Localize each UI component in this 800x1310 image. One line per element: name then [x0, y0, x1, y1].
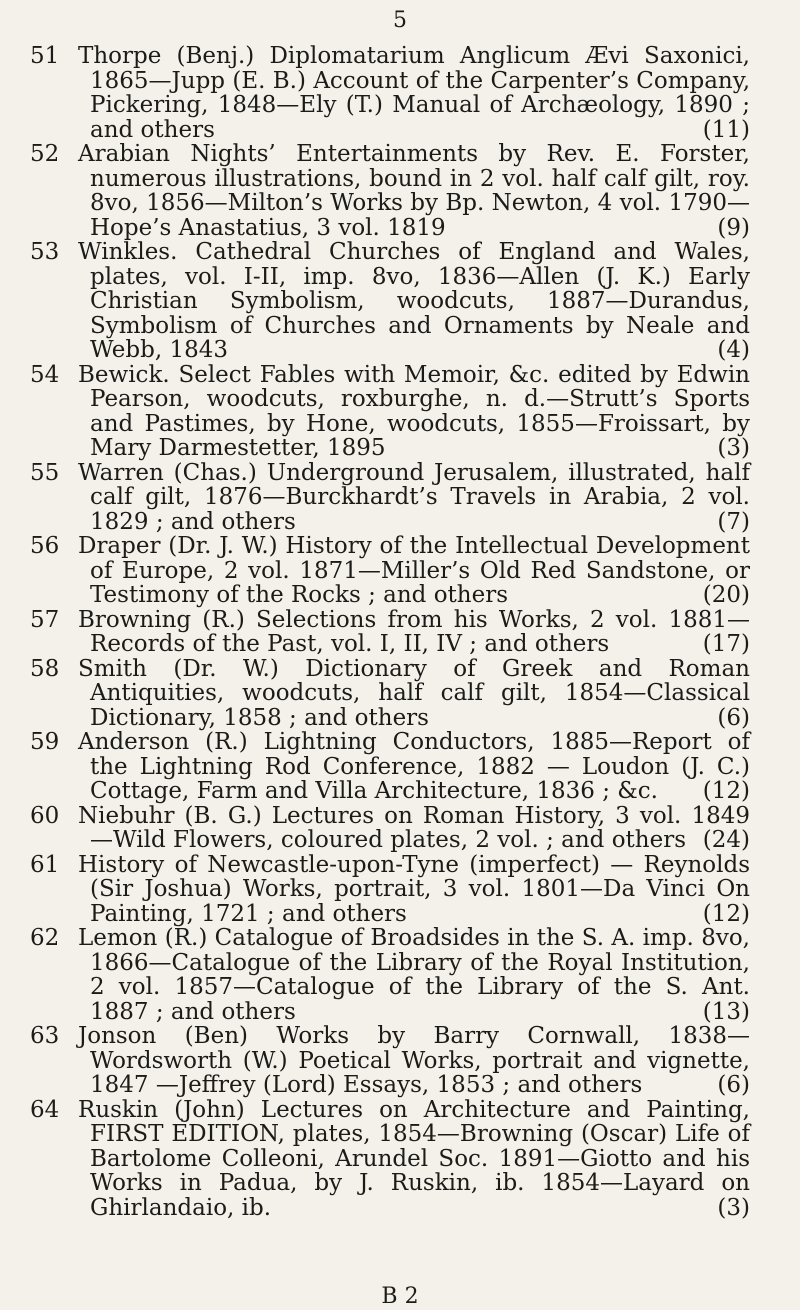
lot-count: (7) [717, 508, 750, 535]
lot-count: (4) [717, 337, 750, 363]
lot-entry [30, 363, 750, 461]
lot-description [78, 804, 750, 853]
lot-entry [30, 804, 750, 853]
lot-count: (3) [717, 435, 750, 461]
lot-count: (12) [702, 778, 750, 804]
lot-text: Warren (Chas.) Underground Jerusalem, illustrated, half calf gilt, 1876—Burckhardt’s Travels in Arabia, 2 vol. 1829 ; and others [78, 459, 750, 535]
lot-count: (24) [702, 827, 750, 853]
lot-entry [30, 461, 750, 535]
lot-number: 56 [30, 533, 60, 559]
lot-entry [30, 608, 750, 657]
lot-entry [30, 44, 750, 142]
lot-text: Anderson (R.) Lightning Conductors, 1885—Report of the Lightning Rod Conference, 1882 — Loudon (J. C.) Cottage, Farm and Villa Architecture, 1836 ; &c. [78, 729, 750, 804]
lot-number: 55 [30, 459, 60, 486]
lot-description [78, 730, 750, 804]
lot-number: 57 [30, 606, 60, 633]
lot-text: Jonson (Ben) Works by Barry Cornwall, 1838—Wordsworth (W.) Poetical Works, portrait and vignette, 1847 —Jeffrey (Lord) Essays, 1853 ; and others [78, 1023, 750, 1098]
lot-description [78, 1024, 750, 1098]
lot-entry [30, 926, 750, 1024]
lot-count: (6) [717, 1072, 750, 1098]
lot-text: Smith (Dr. W.) Dictionary of Greek and Roman Antiquities, woodcuts, half calf gilt, 1854—Classical Dictionary, 1858 ; and others [78, 655, 750, 731]
lot-description [78, 461, 750, 535]
lot-text: Niebuhr (B. G.) Lectures on Roman History, 3 vol. 1849 —Wild Flowers, coloured plates, 2 vol. ; and others [78, 802, 750, 853]
lot-count: (17) [702, 631, 750, 657]
lot-text: Winkles. Cathedral Churches of England and Wales, plates, vol. I-II, imp. 8vo, 1836—Allen (J. K.) Early Christian Symbolism, woodcuts, 1887—Durandus, Symbolism of Churches and Ornaments by Neale and Webb, 1843 [78, 239, 750, 363]
lot-text: Lemon (R.) Catalogue of Broadsides in the S. A. imp. 8vo, 1866—Catalogue of the Library of the Royal Institution, 2 vol. 1857—Catalogue of the Library of the S. Ant. 1887 ; and others [78, 925, 750, 1025]
lot-entry [30, 1024, 750, 1098]
lot-entry [30, 657, 750, 731]
lot-number: 59 [30, 729, 60, 755]
lot-number: 63 [30, 1023, 60, 1049]
lot-description [78, 240, 750, 363]
lot-count: (13) [702, 998, 750, 1025]
catalogue-list [30, 44, 750, 1220]
lot-text: Thorpe (Benj.) Diplomatarium Anglicum Ævi Saxonici, 1865—Jupp (E. B.) Account of the Carpenter’s Company, Pickering, 1848—Ely (T.) Manual of Archæology, 1890 ; and others [78, 43, 750, 143]
lot-entry [30, 534, 750, 608]
lot-count: (3) [717, 1194, 750, 1221]
lot-count: (11) [702, 116, 750, 143]
lot-description [78, 657, 750, 731]
lot-description [78, 608, 750, 657]
lot-description [78, 534, 750, 608]
lot-number: 54 [30, 361, 60, 388]
lot-description [78, 853, 750, 927]
lot-text: Bewick. Select Fables with Memoir, &c. edited by Edwin Pearson, woodcuts, roxburghe, n. d.—Strutt’s Sports and Pastimes, by Hone, woodcuts, 1855—Froissart, by Mary Darmestetter, 1895 [78, 361, 750, 461]
lot-description [78, 926, 750, 1024]
lot-text: Browning (R.) Selections from his Works, 2 vol. 1881—Records of the Past, vol. I, II, IV ; and others [78, 606, 750, 657]
lot-number: 58 [30, 655, 60, 682]
lot-description [78, 363, 750, 461]
lot-description [78, 142, 750, 240]
lot-number: 51 [30, 43, 60, 69]
lot-count: (9) [717, 214, 750, 241]
lot-number: 64 [30, 1096, 60, 1123]
lot-description [78, 1098, 750, 1221]
lot-number: 60 [30, 802, 60, 829]
lot-number: 61 [30, 851, 60, 878]
signature-mark: B 2 [381, 1284, 419, 1309]
lot-count: (12) [702, 900, 750, 927]
lot-description [78, 44, 750, 142]
lot-entry [30, 730, 750, 804]
page-number: 5 [393, 8, 407, 33]
lot-number: 53 [30, 239, 60, 265]
lot-number: 62 [30, 925, 60, 951]
lot-text: Draper (Dr. J. W.) History of the Intellectual Development of Europe, 2 vol. 1871—Miller’s Old Red Sandstone, or Testimony of the Rocks ; and others [78, 533, 750, 608]
lot-text: Ruskin (John) Lectures on Architecture and Painting, FIRST EDITION, plates, 1854—Browning (Oscar) Life of Bartolome Colleoni, Arundel Soc. 1891—Giotto and his Works in Padua, by J. Ruskin, ib. 1854—Layard on Ghirlandaio, ib. [78, 1096, 750, 1221]
lot-count: (6) [717, 704, 750, 731]
lot-entry [30, 853, 750, 927]
lot-entry [30, 1098, 750, 1221]
lot-number: 52 [30, 141, 60, 167]
lot-count: (20) [702, 582, 750, 608]
lot-entry [30, 142, 750, 240]
lot-text: History of Newcastle-upon-Tyne (imperfect) — Reynolds (Sir Joshua) Works, portrait, 3 vol. 1801—Da Vinci On Painting, 1721 ; and others [78, 851, 750, 927]
lot-entry [30, 240, 750, 363]
lot-text: Arabian Nights’ Entertainments by Rev. E. Forster, numerous illustrations, bound in 2 vol. half calf gilt, roy. 8vo, 1856—Milton’s Works by Bp. Newton, 4 vol. 1790—Hope’s Anastatius, 3 vol. 1819 [78, 141, 750, 241]
